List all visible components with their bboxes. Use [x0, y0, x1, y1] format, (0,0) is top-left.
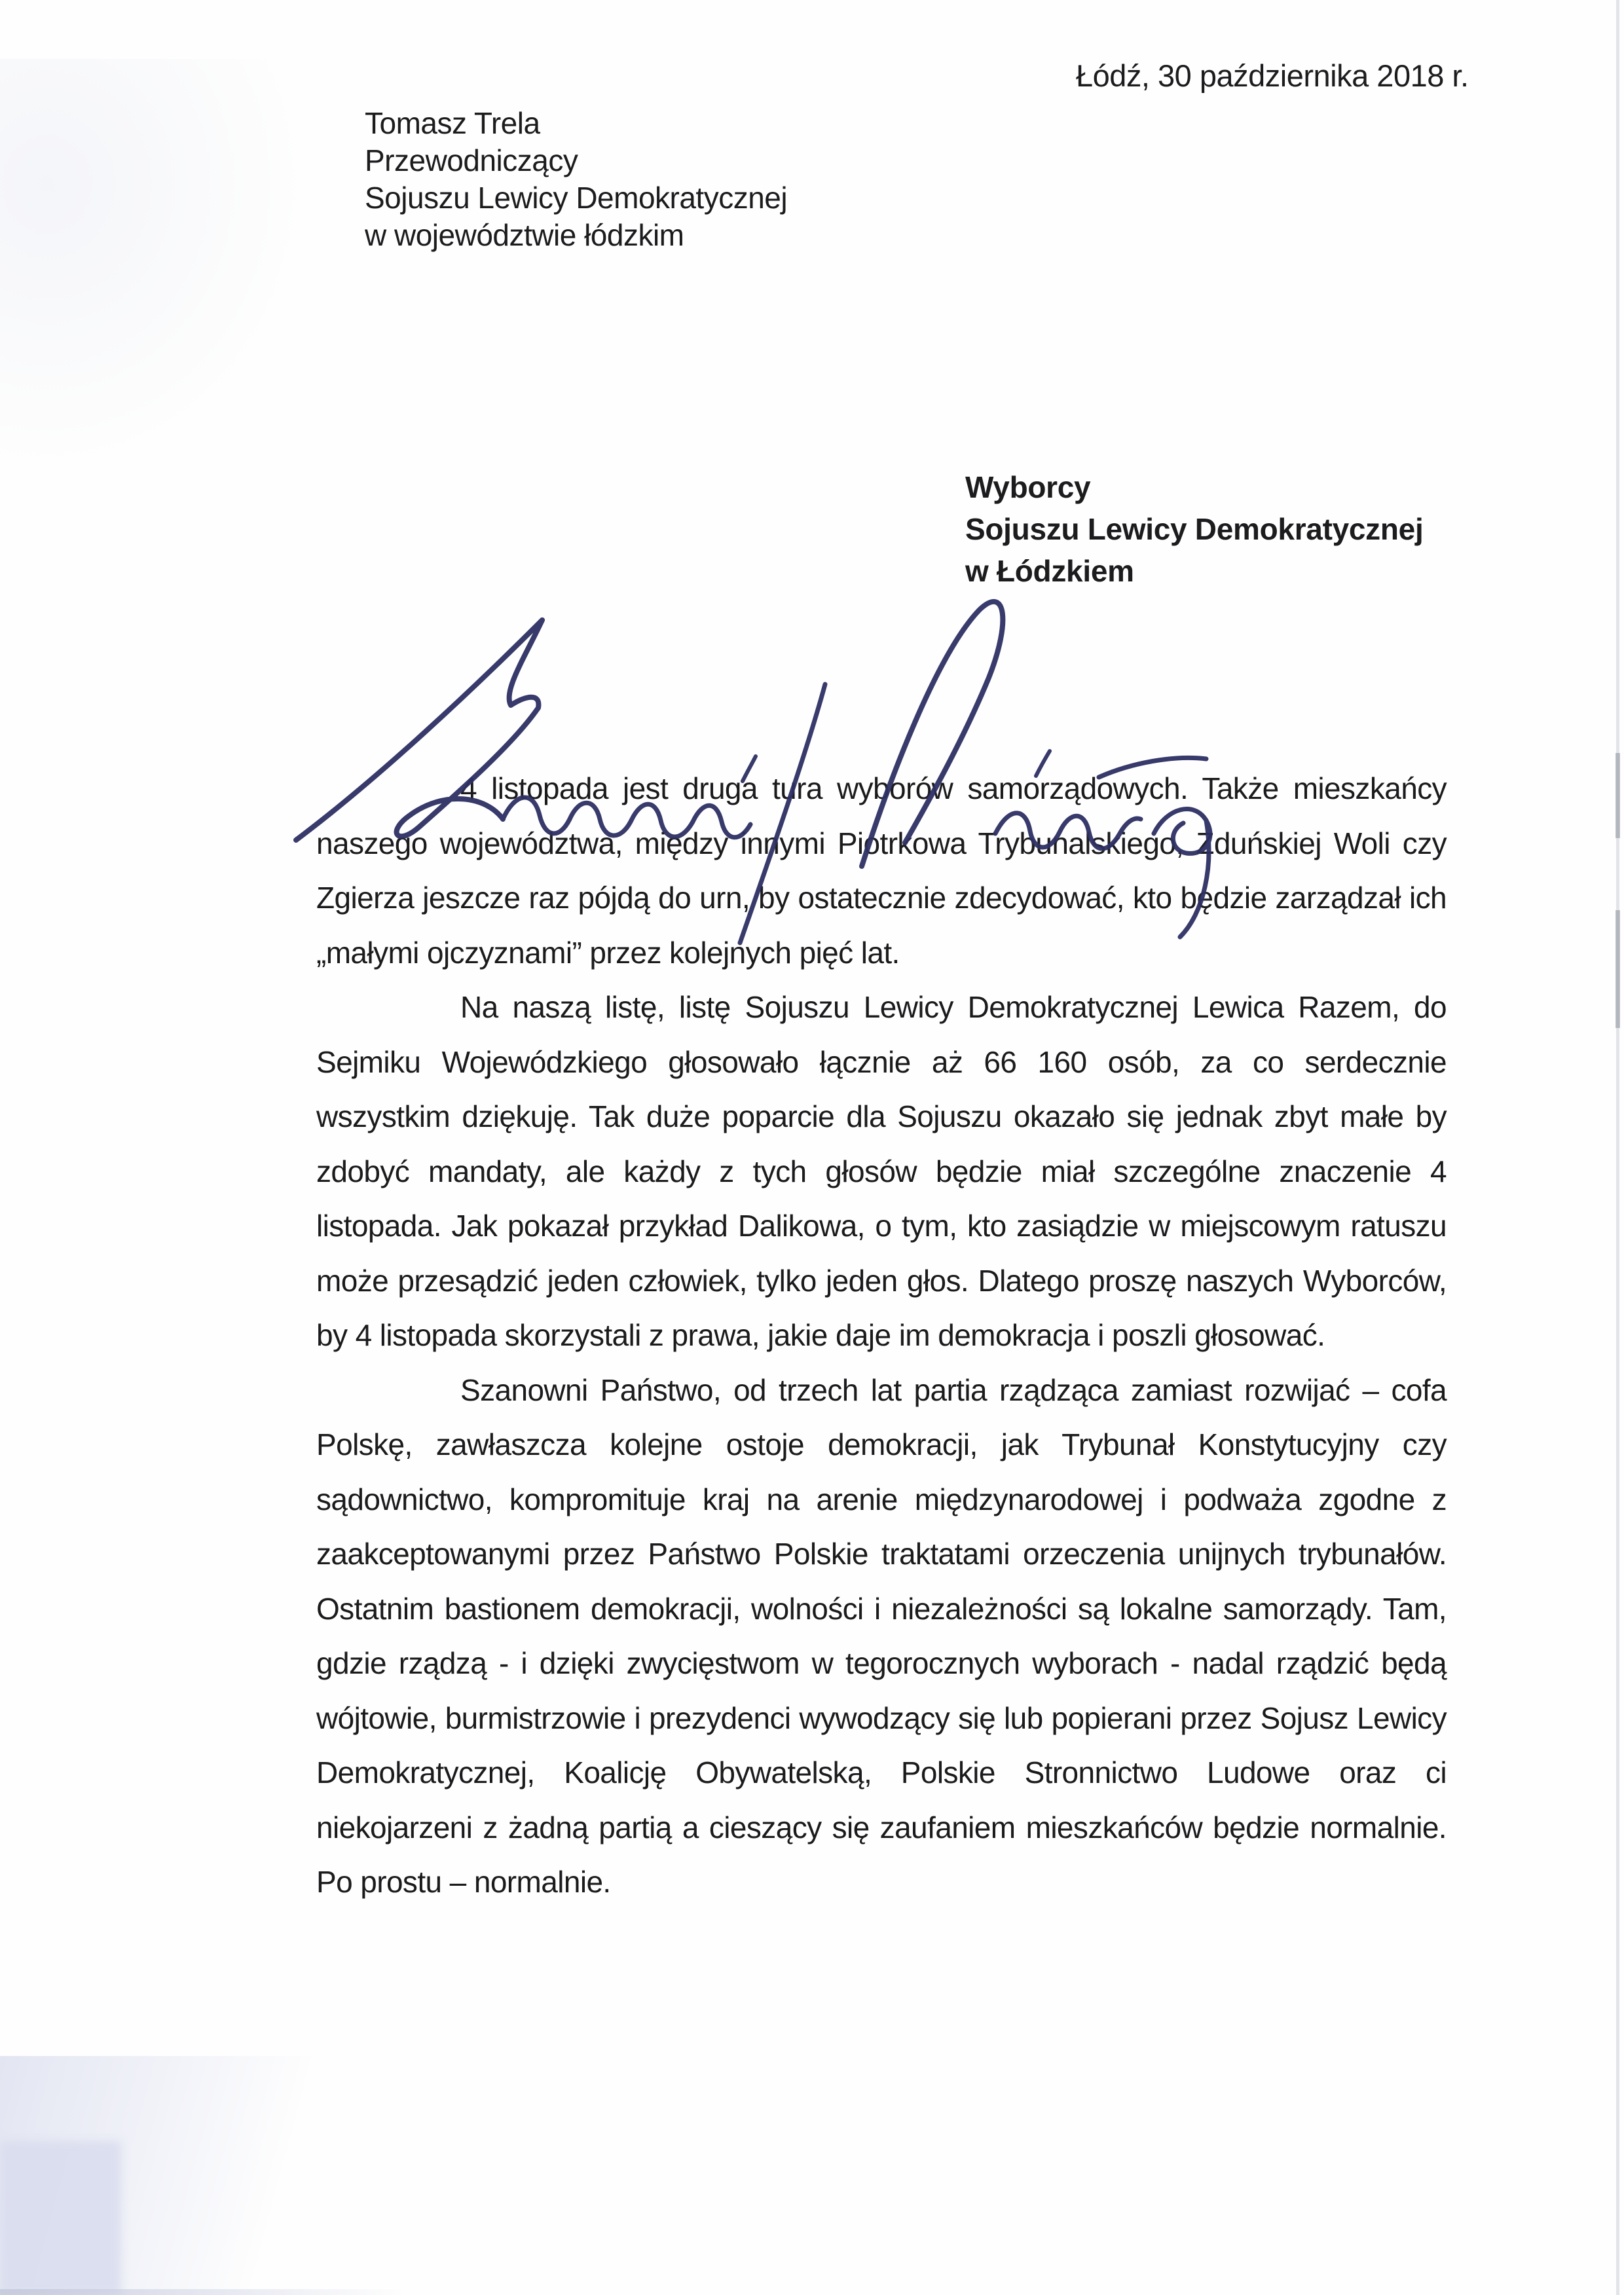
scan-artifact-bottom-left — [0, 2056, 380, 2295]
date-line: Łódź, 30 października 2018 r. — [1076, 58, 1469, 93]
body-paragraph: Na naszą listę, listę Sojuszu Lewicy Demokratycznej Lewica Razem, do Sejmiku Wojewódzkiego głosowało łącznie aż 66 160 osób, za co serdecznie wszystkim dziękuję. Tak duże poparcie dla Sojuszu okazało się jednak zbyt małe by zdobyć mandaty, ale każdy z tych głosów będzie miał szczególne znaczenie 4 listopada. Jak pokazał przykład Dalikowa, o tym, kto zasiądzie w miejscowym ratuszu może przesądzić jeden człowiek, tylko jeden głos. Dlatego proszę naszych Wyborców, by 4 listopada skorzystali z prawa, jakie daje im demokracja i poszli głosować. — [316, 990, 1447, 1352]
body-paragraph: Szanowni Państwo, od trzech lat partia rządząca zamiast rozwijać – cofa Polskę, zawłaszcza kolejne ostoje demokracji, jak Trybunał Konstytucyjny czy sądownictwo, kompromituje kraj na arenie międzynarodowej i podważa zgodne z zaakceptowanymi przez Państwo Polskie traktatami orzeczenia unijnych trybunałów. Ostatnim bastionem demokracji, wolności i niezależności są lokalne samorządy. Tam, gdzie rządzą - i dzięki zwycięstwom w tegorocznych wyborach - nadal rządzić będą wójtowie, burmistrzowie i prezydenci wywodzący się lub popierani przez Sojusz Lewicy Demokratycznej, Koalicję Obywatelską, Polskie Stronnictwo Ludowe oraz ci niekojarzeni z żadną partią a cieszący się zaufaniem mieszkańców będzie normalnie. Po prostu – normalnie. — [316, 1372, 1447, 1899]
recipient-block — [965, 466, 1423, 592]
sender-line: Tomasz Trela — [365, 106, 540, 140]
sender-block — [365, 105, 787, 254]
recipient-line: w Łódzkiem — [965, 554, 1134, 588]
scan-artifact-top-left — [0, 59, 314, 478]
scan-artifact-right-mark — [1615, 910, 1620, 1028]
scan-artifact-bottom-strip — [0, 2141, 121, 2295]
body-paragraph: 4 listopada jest druga tura wyborów samorządowych. Także mieszkańcy naszego województwa, między innymi Piotrkowa Trybunalskiego, Zduńskiej Woli czy Zgierza jeszcze raz pójdą do urn, by ostatecznie zdecydować, kto będzie zarządzał ich „małymi ojczyznami” przez kolejnych pięć lat. — [316, 771, 1447, 970]
sender-line: Przewodniczący — [365, 143, 578, 177]
recipient-line: Wyborcy — [965, 470, 1091, 504]
scan-artifact-right-streak — [1616, 0, 1619, 2295]
sender-line: Sojuszu Lewicy Demokratycznej — [365, 181, 788, 215]
sender-line: w województwie łódzkim — [365, 218, 684, 252]
letter-body — [316, 762, 1447, 1910]
scan-artifact-right-mark — [1615, 753, 1620, 838]
scan-artifact-bottom-line — [0, 2289, 406, 2295]
recipient-line: Sojuszu Lewicy Demokratycznej — [965, 512, 1424, 546]
